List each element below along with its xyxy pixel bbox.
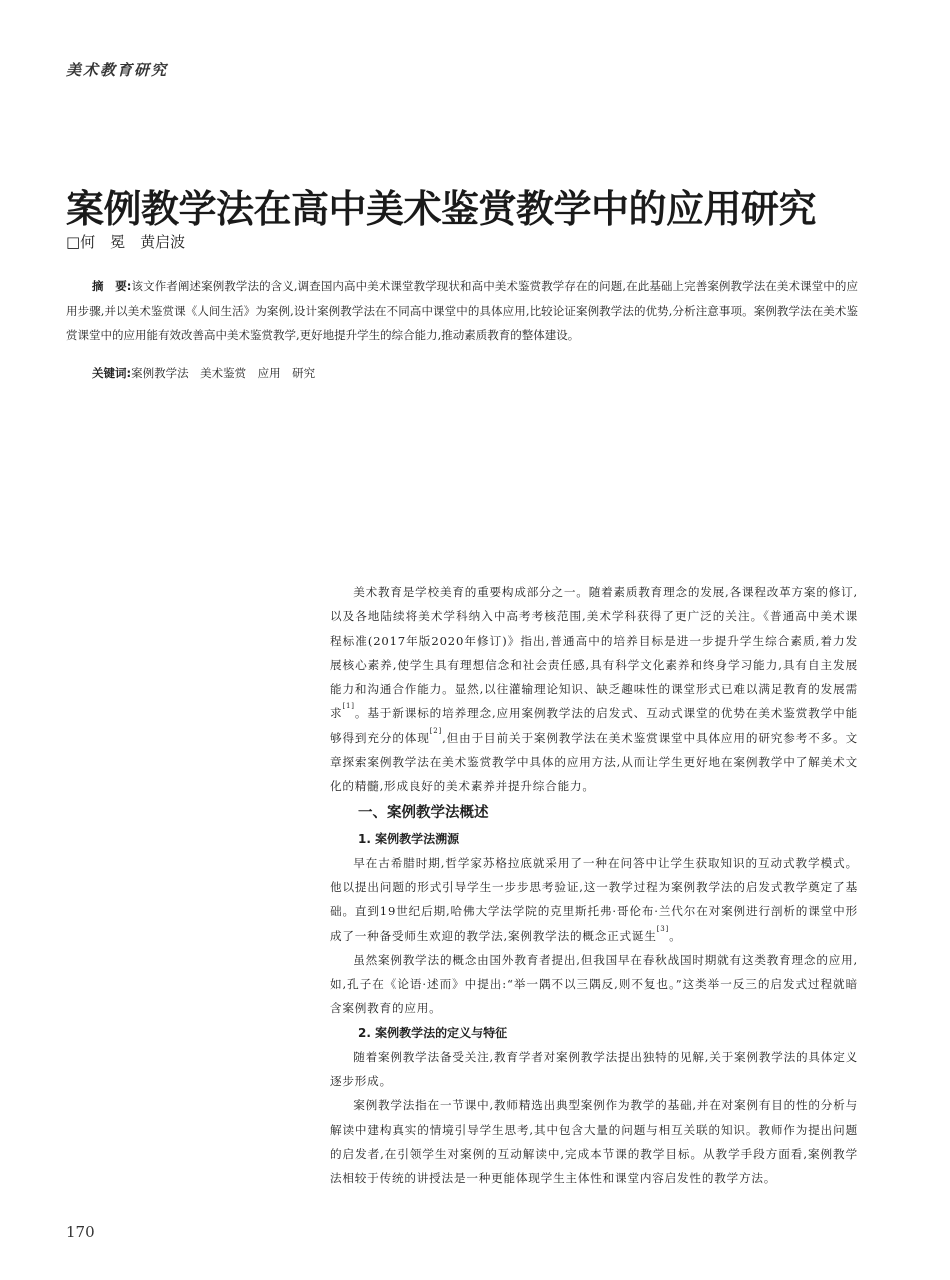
- citation-1: [1]: [342, 702, 355, 711]
- paragraph-origin: [330, 851, 858, 948]
- article-authors: □何 冕 黄启波: [66, 233, 186, 251]
- paragraph-confucius: 虽然案例教学法的概念由国外教育者提出,但我国早在春秋战国时期就有这类教育理念的应用,如,孔子在《论语·述而》中提出:“举一隅不以三隅反,则不复也。”这类举一反三的启发式过程就暗含案例教育的应用。: [330, 952, 858, 1016]
- citation-3: [3]: [656, 924, 670, 933]
- citation-2: [2]: [429, 726, 443, 735]
- keywords-label: 关键词:: [92, 366, 132, 380]
- intro-text-a: 美术教育是学校美育的重要构成部分之一。随着素质教育理念的发展,各课程改革方案的修订,以及各地陆续将美术学科纳入中高考考核范围,美术学科获得了更广泛的关注。《普通高中美术课程标准(2017年版2020年修订)》指出,普通高中的培养目标是进一步提升学生综合素质,着力发展核心素养,使学生具有理想信念和社会责任感,具有科学文化素养和终身学习能力,具有自主发展能力和沟通合作能力。显然,以往灌输理论知识、缺乏趣味性的课堂形式已难以满足教育的发展需求: [330, 585, 858, 721]
- abstract-text: 该文作者阐述案例教学法的含义,调查国内高中美术课堂教学现状和高中美术鉴赏教学存在的问题,在此基础上完善案例教学法在美术课堂中的应用步骤,并以美术鉴赏课《人间生活》为案例,设计案例教学法在不同高中课堂中的具体应用,比较论证案例教学法的优势,分析注意事项。案例教学法在美术鉴赏课堂中的应用能有效改善高中美术鉴赏教学,更好地提升学生的综合能力,推动素质教育的整体建设。: [66, 279, 858, 342]
- page-number: 170: [66, 1223, 95, 1241]
- origin-text-end: 。: [669, 928, 682, 943]
- section-heading-1: 一、案例教学法概述: [358, 804, 489, 821]
- abstract: [66, 274, 858, 348]
- keywords-text: 案例教学法 美术鉴赏 应用 研究: [131, 366, 316, 380]
- paragraph-definition: 案例教学法指在一节课中,教师精选出典型案例作为教学的基础,并在对案例有目的性的分析与解读中建构真实的情境引导学生思考,其中包含大量的问题与相互关联的知识。教师作为提出问题的启发者,在引领学生对案例的互动解读中,完成本节课的教学目标。从教学手段方面看,案例教学法相较于传统的讲授法是一种更能体现学生主体性和课堂内容启发性的教学方法。: [330, 1098, 858, 1186]
- abstract-label: 摘 要:: [92, 279, 132, 293]
- article-title: 案例教学法在高中美术鉴赏教学中的应用研究: [66, 187, 817, 231]
- origin-text: 早在古希腊时期,哲学家苏格拉底就采用了一种在问答中让学生获取知识的互动式教学模式。他以提出问题的形式引导学生一步步思考验证,这一教学过程为案例教学法的启发式教学奠定了基础。直到19世纪后期,哈佛大学法学院的克里斯托弗·哥伦布·兰代尔在对案例进行剖析的课堂中形成了一种备受师生欢迎的教学法,案例教学法的概念正式诞生: [330, 855, 858, 943]
- subsection-heading-1: 1. 案例教学法溯源: [358, 831, 460, 846]
- intro-text-b: 。基于新课标的培养理念,应用案例教学法的启发式、互动式课堂的优势在美术鉴赏教学中能够得到充分的体现: [330, 706, 858, 745]
- subsection-heading-2: 2. 案例教学法的定义与特征: [358, 1025, 508, 1040]
- article-body: [330, 580, 858, 1191]
- intro-text-c: ,但由于目前关于案例教学法在美术鉴赏课堂中具体应用的研究参考不多。文章探索案例教学法在美术鉴赏教学中具体的应用方法,从而让学生更好地在案例教学中了解美术文化的精髓,形成良好的美术素养并提升综合能力。: [330, 730, 858, 794]
- intro-paragraph: [330, 580, 858, 799]
- keywords: [92, 365, 315, 381]
- paragraph-definition-intro: 随着案例教学法备受关注,教育学者对案例教学法提出独特的见解,关于案例教学法的具体定义逐步形成。: [330, 1049, 858, 1089]
- journal-name: 美术教育研究: [66, 61, 169, 79]
